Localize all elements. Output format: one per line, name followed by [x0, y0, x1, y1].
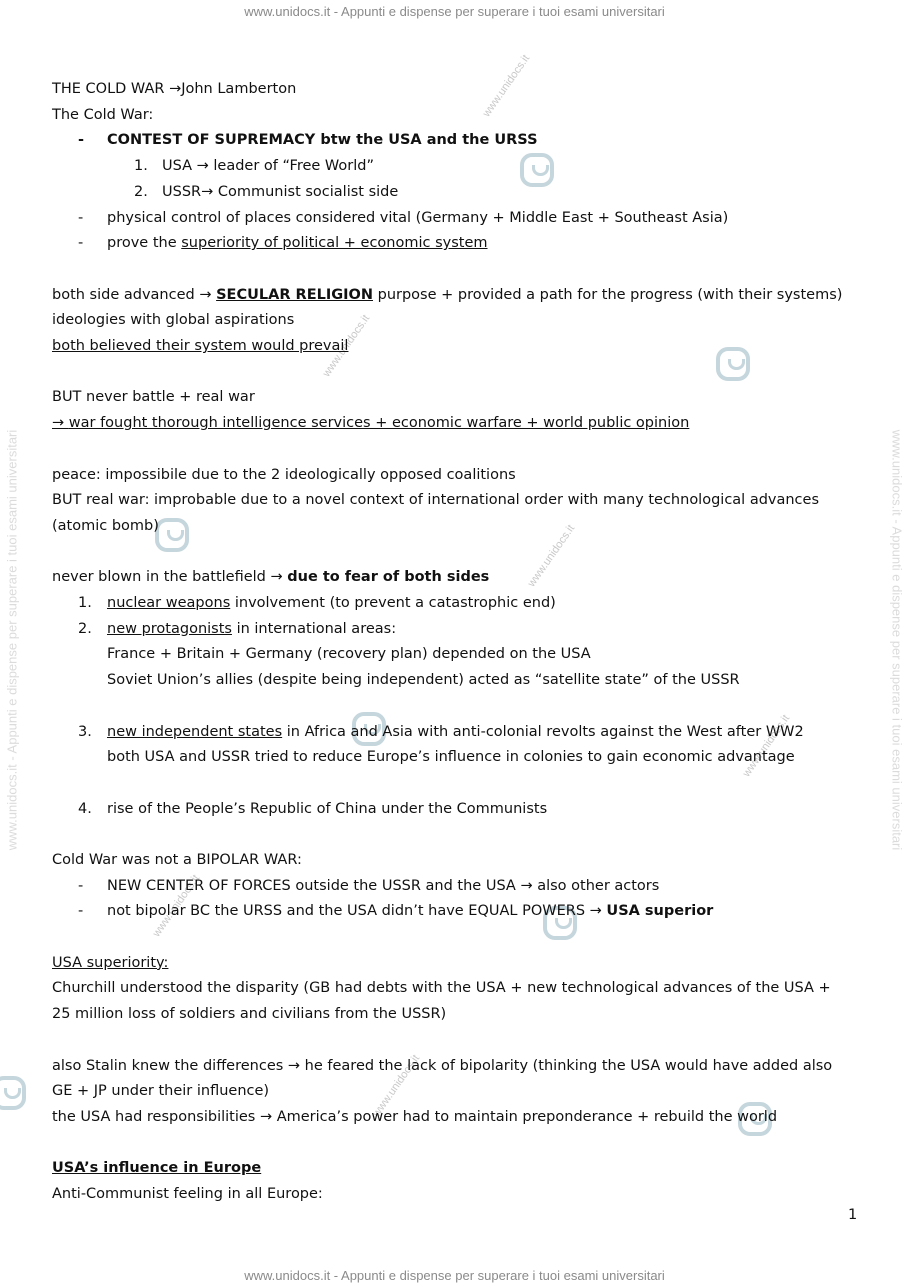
list-item-text: CONTEST OF SUPREMACY btw the USA and the URSS	[107, 132, 538, 149]
paragraph-line: both believed their system would prevail	[52, 338, 349, 355]
list-item	[52, 180, 862, 206]
list-item-text: rise of the People’s Republic of China under the Communists	[107, 800, 548, 817]
spacer	[52, 822, 862, 848]
list-item-continuation: both USA and USSR tried to reduce Europe’s influence in colonies to gain economic advantage	[107, 749, 795, 766]
text-run: never blown in the battlefield →	[52, 569, 288, 586]
paragraph-line: BUT real war: improbable due to a novel context of international order with many technological advances	[52, 492, 820, 509]
paragraph-line: GE + JP under their influence)	[52, 1083, 270, 1100]
watermark-diagonal: www.unidocs.it	[370, 1052, 423, 1120]
bullet-dash: -	[78, 903, 84, 920]
emphasis-text: SECULAR RELIGION	[216, 286, 373, 303]
watermark-diagonal: www.unidocs.it	[480, 52, 533, 120]
list-item-text: NEW CENTER OF FORCES outside the USSR and the USA → also other actors	[107, 877, 660, 894]
spacer	[52, 360, 862, 386]
list-item-text: prove the	[107, 235, 182, 252]
paragraph-line: Anti-Communist feeling in all Europe:	[52, 1186, 323, 1203]
list-item	[52, 206, 862, 232]
watermark-top: www.unidocs.it - Appunti e dispense per superare i tuoi esami universitari	[244, 4, 665, 19]
text-run: both side advanced →	[52, 286, 217, 303]
watermark-bottom: www.unidocs.it - Appunti e dispense per superare i tuoi esami universitari	[244, 1268, 665, 1283]
bullet-dash: -	[78, 209, 84, 226]
doc-title: THE COLD WAR →John Lamberton	[52, 81, 297, 97]
list-item-text: involvement (to prevent a catastrophic end)	[230, 595, 556, 611]
paragraph-line: Churchill understood the disparity (GB had debts with the USA + new technological advances of the USA +	[52, 980, 831, 997]
text-run: →	[52, 415, 69, 432]
paragraph-line: ideologies with global aspirations	[52, 312, 295, 329]
list-item-continuation: Soviet Union’s allies (despite being independent) acted as “satellite state” of the USSR	[107, 672, 740, 689]
watermark-diagonal: www.unidocs.it	[150, 872, 203, 940]
bullet-dash: -	[78, 235, 84, 252]
watermark-diagonal: www.unidocs.it	[320, 312, 373, 380]
underlined-text: new protagonists	[107, 620, 232, 637]
list-item	[52, 231, 862, 257]
section-heading: The Cold War:	[52, 106, 154, 123]
list-item	[52, 874, 862, 900]
spacer	[52, 540, 862, 566]
text-run: purpose + provided a path for the progress (with their systems)	[373, 286, 843, 303]
list-item-text: not bipolar BC the URSS and the USA didn’t have EQUAL POWERS →	[107, 903, 607, 920]
list-item	[52, 617, 862, 643]
list-item-text: physical control of places considered vital (Germany + Middle East + Southeast Asia)	[107, 209, 729, 226]
underlined-text: new independent states	[107, 723, 283, 740]
underlined-text: superiority of political + economic system	[181, 235, 488, 252]
document-body	[52, 77, 862, 1208]
spacer	[52, 1028, 862, 1054]
paragraph-line: 25 million loss of soldiers and civilians from the USSR)	[52, 1006, 447, 1023]
list-item-continuation: France + Britain + Germany (recovery plan) depended on the USA	[107, 646, 591, 663]
underlined-text: war fought thorough intelligence services + economic warfare + world public opinion	[68, 415, 690, 432]
paragraph-line: the USA had responsibilities → America’s power had to maintain preponderance + rebuild the world	[52, 1108, 778, 1125]
spacer	[52, 1131, 862, 1157]
watermark-left: www.unidocs.it - Appunti e dispense per superare i tuoi esami universitari	[4, 429, 20, 851]
section-heading: USA’s influence in Europe	[52, 1160, 262, 1177]
spacer	[52, 694, 862, 720]
spacer	[52, 925, 862, 951]
list-item	[52, 154, 862, 180]
paragraph-line: Cold War was not a BIPOLAR WAR:	[52, 851, 302, 868]
underlined-text: nuclear weapons	[107, 595, 231, 611]
paragraph-line: (atomic bomb)	[52, 517, 159, 534]
paragraph-line	[52, 411, 862, 437]
list-number: 4.	[78, 800, 92, 817]
paragraph-line: BUT never battle + real war	[52, 389, 255, 406]
list-item-text: in Africa and Asia with anti-colonial revolts against the West after WW2	[282, 723, 804, 740]
list-item-text: in international areas:	[231, 620, 397, 637]
list-item	[52, 720, 862, 746]
list-number: 2.	[134, 183, 148, 200]
paragraph-line: also Stalin knew the differences → he feared the lack of bipolarity (thinking the USA would have added also	[52, 1057, 833, 1074]
list-item	[52, 797, 862, 823]
spacer	[52, 257, 862, 283]
watermark-right: www.unidocs.it - Appunti e dispense per superare i tuoi esami universitari	[889, 429, 905, 851]
paragraph-line	[52, 565, 862, 591]
spacer	[52, 771, 862, 797]
list-number: 3.	[78, 723, 92, 740]
list-number: 2.	[78, 620, 92, 637]
list-number: 1.	[78, 595, 92, 611]
paragraph-line: peace: impossibile due to the 2 ideologically opposed coalitions	[52, 466, 516, 483]
bold-text: USA superior	[606, 903, 714, 920]
page-number: 1	[848, 1207, 858, 1223]
bold-text: due to fear of both sides	[287, 569, 490, 586]
list-item	[52, 899, 862, 925]
paragraph-line	[52, 283, 862, 309]
watermark-logo-icon	[0, 1076, 26, 1110]
list-item	[52, 591, 862, 617]
bullet-dash: -	[78, 877, 84, 894]
watermark-diagonal: www.unidocs.it	[740, 712, 793, 780]
section-heading: USA superiority:	[52, 954, 169, 971]
list-item	[52, 128, 862, 154]
list-number: 1.	[134, 158, 148, 175]
bullet-dash: -	[78, 132, 85, 149]
spacer	[52, 437, 862, 463]
list-item-text: USA → leader of “Free World”	[162, 158, 374, 175]
list-item-text: USSR→ Communist socialist side	[162, 183, 399, 200]
watermark-diagonal: www.unidocs.it	[525, 522, 578, 590]
